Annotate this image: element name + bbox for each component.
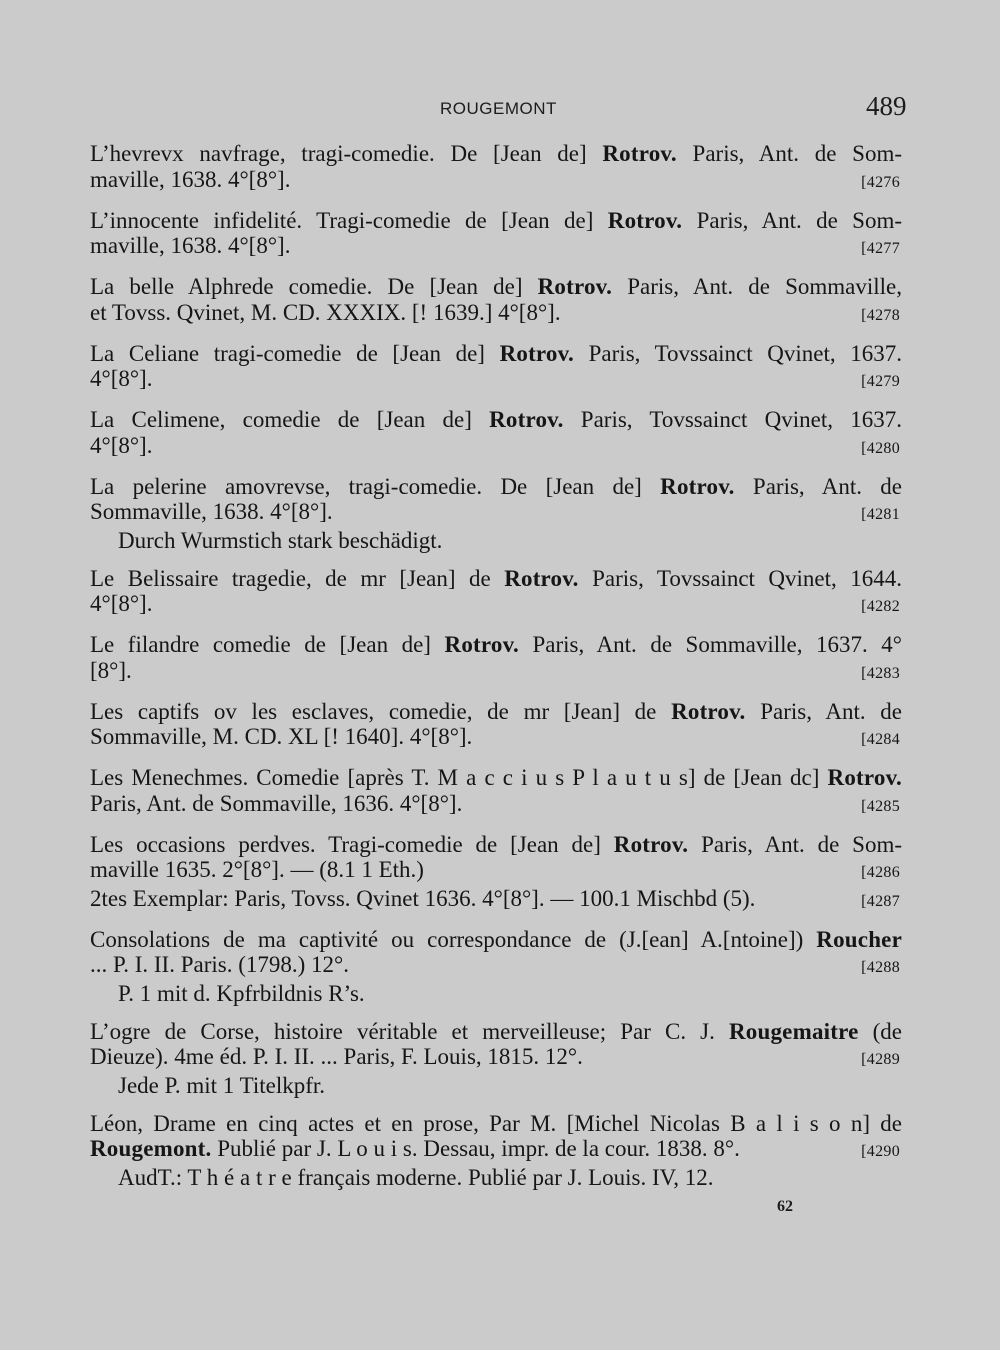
author-name: Rotrov. (671, 698, 746, 724)
entry-number: [4281 (861, 506, 900, 523)
entry-number: [4278 (861, 306, 900, 324)
entry-number: [4279 (861, 373, 900, 390)
entry-line: [8°]. [4283 (90, 658, 902, 687)
author-name: Rotrov. (607, 207, 683, 233)
entry-line: 2tes Exemplar: Paris, Tovss. Qvinet 1636. 4°[8°]. — 100.1 Mischbd (5). [4287 (90, 886, 902, 915)
catalog-entry (90, 1019, 902, 1099)
catalog-entry (90, 341, 902, 395)
author-name: Rougemaitre (728, 1018, 859, 1044)
entry-line: Paris, Ant. de Sommaville, 1636. 4°[8°]. [4285 (90, 791, 902, 820)
entry-number: [4287 (861, 892, 900, 910)
entry-line: Rougemont. Publié par J. L o u i s. Dessau, impr. de la cour. 1838. 8°. [4290 (90, 1136, 902, 1165)
entry-number: [4276 (861, 173, 900, 191)
author-name: Rougemont. (90, 1136, 212, 1161)
catalog-entry (90, 274, 902, 328)
author-name: Rotrov. (499, 340, 575, 366)
author-name: Rotrov. (827, 765, 902, 790)
entry-line: Dieuze). 4me éd. P. I. II. ... Paris, F. Louis, 1815. 12°. [4289 (90, 1044, 902, 1073)
author-name: Rotrov. (537, 274, 613, 299)
entry-line: L’ogre de Corse, histoire véritable et merveilleuse; Par C. J. Rougemaitre (de (90, 1018, 902, 1044)
catalog-entry (90, 699, 902, 753)
author-name: Rotrov. (602, 141, 677, 166)
entry-line: Consolations de ma captivité ou correspondance de (J.[ean] A.[ntoine]) Roucher (90, 926, 902, 952)
entry-line: 4°[8°]. [4282 (90, 591, 902, 620)
entry-line: La Celimene, comedie de [Jean de] Rotrov. Paris, Tovssainct Qvinet, 1637. (90, 407, 903, 432)
catalog-entries (90, 141, 902, 1203)
entry-line: La Celiane tragi-comedie de [Jean de] Rotrov. Paris, Tovssainct Qvinet, 1637. (90, 340, 902, 366)
entry-number: [4284 (861, 731, 900, 748)
entry-note: Durch Wurmstich stark beschädigt. (118, 527, 443, 553)
entry-number: [4283 (861, 664, 900, 682)
entry-note: AudT.: T h é a t r e français moderne. Publié par J. Louis. IV, 12. (118, 1164, 714, 1190)
entry-line: Les captifs ov les esclaves, comedie, de mr [Jean] de Rotrov. Paris, Ant. de (90, 698, 902, 724)
entry-line: Sommaville, 1638. 4°[8°]. [4281 (90, 499, 902, 528)
catalog-entry (90, 1111, 902, 1191)
entry-number: [4286 (861, 864, 900, 881)
entry-line: ... P. I. II. Paris. (1798.) 12°. [4288 (90, 952, 902, 981)
page-number: 489 (866, 91, 907, 121)
author-name: Rotrov. (613, 831, 689, 857)
entry-number: [4288 (861, 959, 900, 976)
catalog-entry (90, 632, 902, 686)
entry-line: L’innocente infidelité. Tragi-comedie de [Jean de] Rotrov. Paris, Ant. de Som- (90, 207, 903, 233)
catalog-entry (90, 765, 902, 819)
entry-number: [4280 (861, 439, 900, 457)
catalog-entry (90, 832, 902, 915)
entry-line: 4°[8°]. [4280 (90, 433, 902, 462)
entry-line: Sommaville, M. CD. XL [! 1640]. 4°[8°]. [4284 (90, 724, 902, 753)
catalog-entry (90, 141, 902, 195)
running-head: ROUGEMONT (440, 99, 557, 118)
author-name: Roucher (816, 926, 902, 952)
entry-line: La belle Alphrede comedie. De [Jean de] Rotrov. Paris, Ant. de Sommaville, (90, 274, 902, 299)
entry-number: [4282 (861, 598, 900, 615)
entry-line: 4°[8°]. [4279 (90, 366, 902, 395)
entry-line: Le Belissaire tragedie, de mr [Jean] de Rotrov. Paris, Tovssainct Qvinet, 1644. (90, 565, 902, 591)
signature-mark: 62 (777, 1198, 793, 1215)
entry-note: Jede P. mit 1 Titelkpfr. (118, 1072, 326, 1098)
catalog-entry (90, 927, 902, 1007)
entry-line: maville, 1638. 4°[8°]. [4277 (90, 233, 902, 262)
catalog-entry (90, 474, 902, 554)
entry-line: et Tovss. Qvinet, M. CD. XXXIX. [! 1639.] 4°[8°]. [4278 (90, 300, 902, 329)
author-name: Rotrov. (489, 407, 564, 432)
entry-line: L’hevrevx navfrage, tragi-comedie. De [Jean de] Rotrov. Paris, Ant. de Som- (90, 141, 902, 166)
entry-line: La pelerine amovrevse, tragi-comedie. De [Jean de] Rotrov. Paris, Ant. de (90, 473, 902, 499)
author-name: Rotrov. (444, 632, 519, 657)
author-name: Rotrov. (504, 565, 579, 591)
catalog-entry (90, 566, 902, 620)
entry-number: [4277 (861, 240, 900, 257)
author-name: Rotrov. (660, 473, 735, 499)
entry-line: maville 1635. 2°[8°]. — (8.1 1 Eth.) [4286 (90, 857, 902, 886)
entry-number: [4290 (861, 1143, 900, 1160)
entry-number: [4285 (861, 797, 900, 815)
entry-note: P. 1 mit d. Kpfrbildnis R’s. (118, 980, 365, 1006)
catalog-entry (90, 407, 902, 461)
entry-number: [4289 (861, 1051, 900, 1068)
catalog-entry (90, 208, 902, 262)
entry-line: Le filandre comedie de [Jean de] Rotrov. Paris, Ant. de Sommaville, 1637. 4° (90, 632, 902, 657)
entry-line: maville, 1638. 4°[8°]. [4276 (90, 167, 902, 196)
entry-line: Les occasions perdves. Tragi-comedie de [Jean de] Rotrov. Paris, Ant. de Som- (90, 831, 903, 857)
entry-line: Les Menechmes. Comedie [après T. M a c c i u s P l a u t u s] de [Jean dc] Rotrov. (90, 765, 902, 790)
entry-line: Léon, Drame en cinq actes et en prose, Par M. [Michel Nicolas B a l i s o n] de (90, 1110, 902, 1136)
